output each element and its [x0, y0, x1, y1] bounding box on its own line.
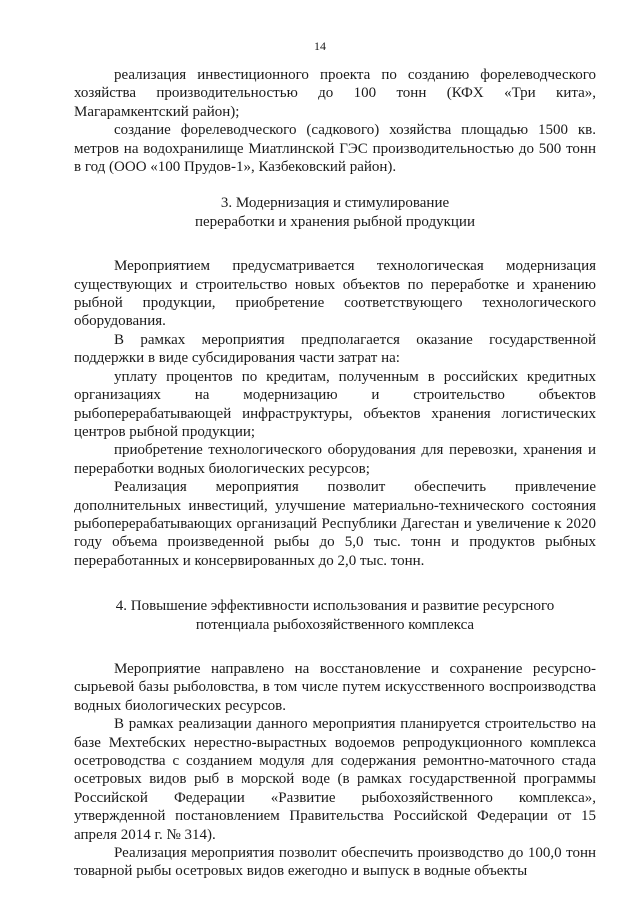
- section-4-paragraph-1: Мероприятие направлено на восстановление и сохранение ресурсно-сырьевой базы рыболовства, в том числе путем искусственного воспроизводства водных биологических ресурсов.: [74, 660, 596, 714]
- intro-paragraph-2: создание форелеводческого (садкового) хозяйства площадью 1500 кв. метров на водохранилище Миатлинской ГЭС производительностью до 500 тонн в год (ООО «100 Прудов-1», Казбековский район).: [74, 122, 596, 176]
- document-body: [74, 66, 596, 881]
- page-number: 14: [314, 39, 326, 53]
- section-4-paragraph-2: В рамках реализации данного мероприятия планируется строительство на базе Мехтебских нерестно-вырастных водоемов репродукционного комплекса осетроводства с созданием модуля для содержания ремонтно-маточного стада осетровых видов рыб в морской воде (в рамках государственной программы Российской Федерации «Развитие рыбохозяйственного комплекса», утвержденной постановлением Правительства Российской Федерации от 15 апреля 2014 г. № 314).: [74, 716, 596, 843]
- section-3-paragraph-4: приобретение технологического оборудования для перевозки, хранения и переработки водных биологических ресурсов;: [74, 442, 596, 477]
- section-4-paragraph-3: Реализация мероприятия позволит обеспечить производство до 100,0 тонн товарной рыбы осетровых видов ежегодно и выпуск в водные объекты: [74, 845, 596, 880]
- section-3-heading-line-1: 3. Модернизация и стимулирование: [220, 195, 450, 212]
- section-3-paragraph-5: Реализация мероприятия позволит обеспечить привлечение дополнительных инвестиций, улучшение материально-технического состояния рыбоперерабатывающих организаций Республики Дагестан и увеличение к 2020 году объема произведенной рыбы до 5,0 тыс. тонн и продуктов рыбных переработанных и консервированных до 2,0 тыс. тонн.: [74, 479, 596, 569]
- section-3-paragraph-3: уплату процентов по кредитам, полученным в российских кредитных организациях на модернизацию и строительство объектов рыбоперерабатывающей инфраструктуры, объектов хранения логистических центров рыбной продукции;: [74, 368, 596, 440]
- section-4-heading-line-1: 4. Повышение эффективности использования и развитие ресурсного: [115, 598, 555, 615]
- intro-paragraph-1: реализация инвестиционного проекта по созданию форелеводческого хозяйства производительностью до 100 тонн (КФХ «Три кита», Магарамкентский район);: [74, 67, 596, 120]
- section-3-paragraph-2: В рамках мероприятия предполагается оказание государственной поддержки в виде субсидирования части затрат на:: [74, 331, 596, 367]
- section-3-heading-line-2: переработки и хранения рыбной продукции: [195, 213, 475, 230]
- section-3-heading: [74, 194, 596, 231]
- section-4-heading: [74, 597, 596, 634]
- section-4-heading-line-2: потенциала рыбохозяйственного комплекса: [195, 616, 475, 633]
- section-3-paragraph-1: Мероприятием предусматривается технологическая модернизация существующих и строительство новых объектов по переработке и хранению рыбной продукции, приобретение соответствующего технологического оборудования.: [74, 258, 596, 330]
